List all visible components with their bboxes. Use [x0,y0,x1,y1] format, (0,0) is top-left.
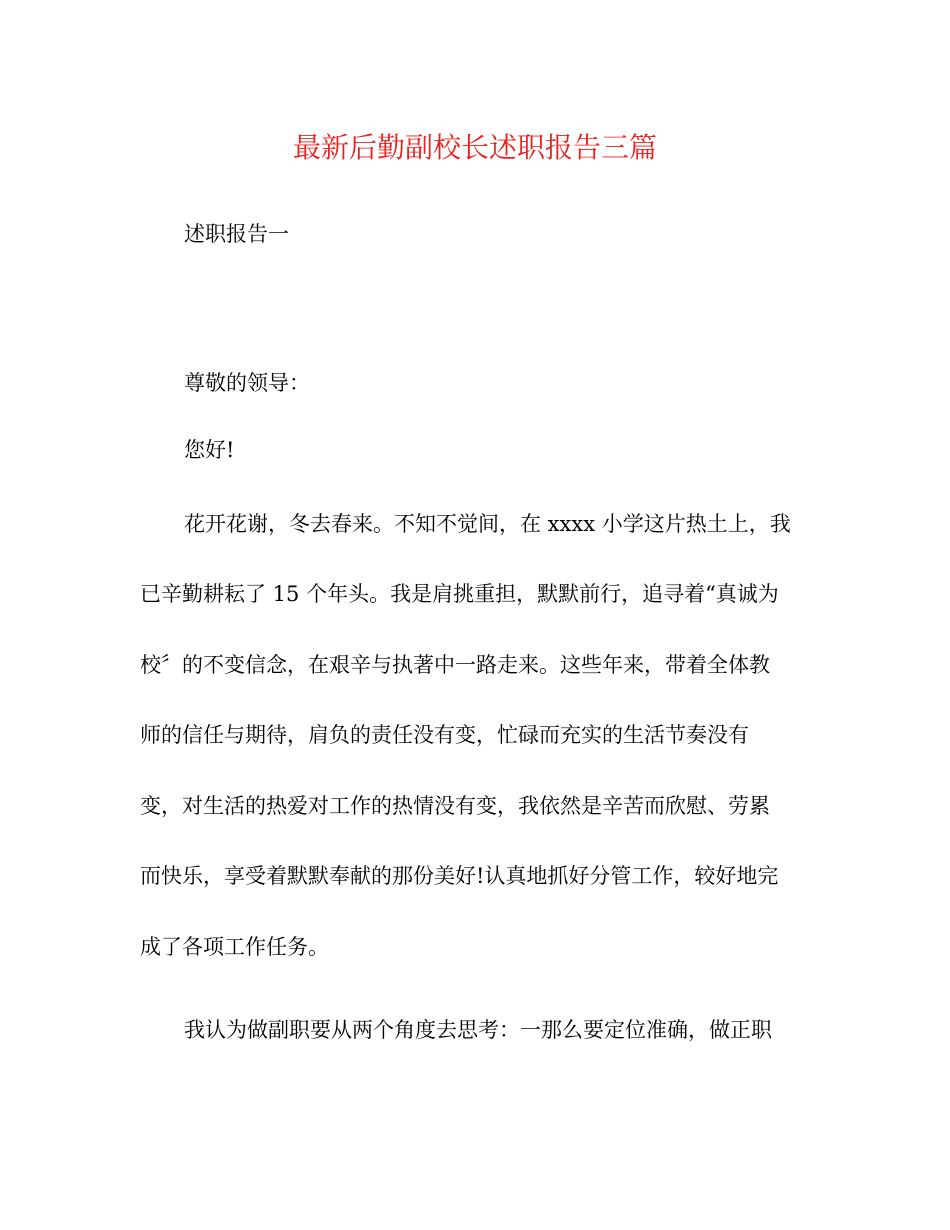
paragraph-line: 花开花谢，冬去春来。不知不觉间，在 xxxx 小学这片热土上，我 [184,512,791,536]
document-title: 最新后勤副校长述职报告三篇 [292,131,657,164]
section-heading: 述职报告一 [184,222,289,246]
paragraph-line: 已辛勤耕耘了 15 个年头。我是肩挑重担，默默前行，追寻着“真诚为 [140,582,779,606]
greeting: 您好! [184,438,235,462]
paragraph-line: 我认为做副职要从两个角度去思考：一那么要定位准确，做正职 [184,1018,772,1042]
paragraph-line: 成了各项工作任务。 [140,935,329,959]
paragraph-line: 变，对生活的热爱对工作的热情没有变，我依然是辛苦而欣慰、劳累 [140,794,770,818]
paragraph-line: 师的信任与期待，肩负的责任没有变，忙碌而充实的生活节奏没有 [140,723,749,747]
paragraph-line: 而快乐，享受着默默奉献的那份美好!认真地抓好分管工作，较好地完 [140,864,779,888]
salutation: 尊敬的领导： [184,371,310,395]
paragraph-line: 校〞的不变信念，在艰辛与执著中一路走来。这些年来，带着全体教 [140,653,770,677]
